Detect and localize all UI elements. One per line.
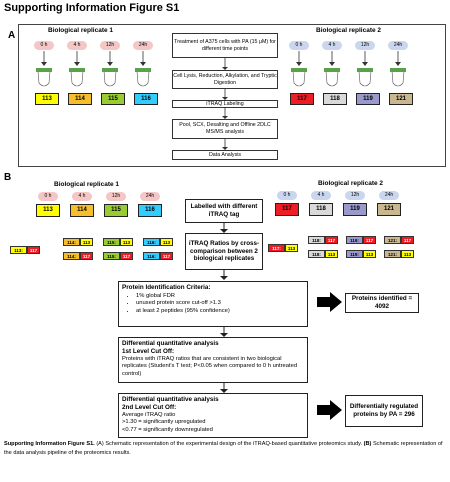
panel-a-rep2-label: Biological replicate 2 xyxy=(316,27,382,34)
a-tag-118: 118 xyxy=(323,93,347,105)
b-left-pair-1: 114: 113 xyxy=(63,238,93,246)
b-tag-116: 116 xyxy=(138,204,162,217)
a-rep2-time-2: 12h xyxy=(355,41,375,50)
level2-line1: Differential quantitative analysis xyxy=(122,396,219,403)
panel-b-rep2-label: Biological replicate 2 xyxy=(318,180,384,187)
b-left-pair-4: 115: 117 xyxy=(103,252,133,260)
b-left-pair-5: 116: 113 xyxy=(143,238,173,246)
b-right-pair-0: 117: 113 xyxy=(268,244,298,252)
b-labelled-box: Labelled with different iTRAQ tag xyxy=(185,199,263,223)
b-criteria-box xyxy=(118,281,308,327)
level2-line2: 2nd Level Cut Off: xyxy=(122,403,177,411)
caption-text-b: Schematic representation of the data analysis pipeline of the proteomics results. xyxy=(4,441,443,456)
b-tag-121: 121 xyxy=(377,203,401,216)
b-level1-box xyxy=(118,337,308,383)
b-regulated-proteins: Differentially regulated proteins by PA = 296 xyxy=(345,395,423,427)
criteria-item-fdr: • 1% global FDR xyxy=(136,293,304,301)
b-rep2-time-3: 24h xyxy=(379,191,399,200)
a-tag-116: 116 xyxy=(134,93,158,105)
level2-body1: Average iTRAQ ratio xyxy=(122,411,176,418)
caption-label: Supporting Information Figure S1. xyxy=(4,441,95,447)
arrow-to-regulated-icon xyxy=(317,400,342,420)
arrow-to-identified-icon xyxy=(317,292,342,312)
figure-title: Supporting Information Figure S1 xyxy=(4,2,180,14)
caption-text-a: (A) Schematic representation of the experimental design of the iTRAQ-based quantitative proteomics study. xyxy=(96,441,363,447)
a-rep2-time-3: 24h xyxy=(388,41,408,50)
b-tag-119: 119 xyxy=(343,203,367,216)
a-step-treatment: Treatment of A375 cells with PA (15 μM) for different time points xyxy=(172,33,278,58)
a-step-labeling: iTRAQ Labeling xyxy=(172,100,278,108)
b-left-pair-3: 115: 113 xyxy=(103,238,133,246)
a-rep1-time-2: 12h xyxy=(100,41,120,50)
caption-label-b: (B) xyxy=(363,441,372,447)
b-rep1-time-2: 12h xyxy=(106,192,126,201)
b-left-pair-0: 113: 117 xyxy=(10,246,40,254)
b-ratio-box: iTRAQ Ratios by cross-comparison between 2 biological replicates xyxy=(185,233,263,270)
b-right-pair-4: 119: 113 xyxy=(346,250,376,258)
level1-body: Proteins with iTRAQ ratios that are consistent in two biological replicates (Student's T test; P<0.05 when compared to 0 h untreated control) xyxy=(122,355,298,377)
panel-b-rep1-label: Biological replicate 1 xyxy=(54,181,120,188)
b-right-pair-3: 119: 117 xyxy=(346,236,376,244)
b-rep2-time-2: 12h xyxy=(345,191,365,200)
b-proteins-identified: Proteins identified = 4092 xyxy=(345,293,419,313)
level2-body3: <0.77 = significantly downregulated xyxy=(122,426,213,433)
a-rep2-time-0: 0 h xyxy=(289,41,309,50)
a-step-analysis: Data Analysis xyxy=(172,150,278,160)
b-rep2-time-0: 0 h xyxy=(277,191,297,200)
level2-body2: >1.30 = significantly upregulated xyxy=(122,419,206,426)
a-tag-115: 115 xyxy=(101,93,125,105)
a-tag-121: 121 xyxy=(389,93,413,105)
b-right-pair-5: 121: 117 xyxy=(384,236,414,244)
a-step-lysis: Cell Lysis, Reduction, Alkylation, and Tryptic Digestion xyxy=(172,70,278,89)
a-tag-113: 113 xyxy=(35,93,59,105)
figure-caption xyxy=(4,440,446,458)
b-tag-114: 114 xyxy=(70,204,94,217)
level1-line1: Differential quantitative analysis xyxy=(122,340,219,347)
b-tag-113: 113 xyxy=(36,204,60,217)
criteria-item-peptides: • at least 2 peptides (95% confidence) xyxy=(136,308,304,316)
b-level2-box xyxy=(118,393,308,438)
a-rep1-time-0: 0 h xyxy=(34,41,54,50)
b-right-pair-1: 118: 117 xyxy=(308,236,338,244)
a-rep2-time-1: 4 h xyxy=(322,41,342,50)
b-tag-115: 115 xyxy=(104,204,128,217)
a-tag-119: 119 xyxy=(356,93,380,105)
criteria-header: Protein Identification Criteria: xyxy=(122,284,211,291)
panel-b-letter: B xyxy=(4,172,12,183)
b-left-pair-6: 116: 117 xyxy=(143,252,173,260)
level1-line2: 1st Level Cut Off: xyxy=(122,347,175,355)
b-right-pair-2: 118: 113 xyxy=(308,250,338,258)
criteria-item-score: • unused protein score cut-off >1.3 xyxy=(136,300,304,308)
b-rep2-time-1: 4 h xyxy=(311,191,331,200)
b-left-pair-2: 114: 117 xyxy=(63,252,93,260)
b-rep1-time-0: 0 h xyxy=(38,192,58,201)
b-right-pair-6: 121: 113 xyxy=(384,250,414,258)
a-tag-117: 117 xyxy=(290,93,314,105)
a-tag-114: 114 xyxy=(68,93,92,105)
panel-a-letter: A xyxy=(8,30,16,41)
a-step-pool: Pool, SCX, Desalting and Offline 2DLC MS/MS analysis xyxy=(172,119,278,139)
b-rep1-time-1: 4 h xyxy=(72,192,92,201)
a-rep1-time-3: 24h xyxy=(133,41,153,50)
b-tag-117: 117 xyxy=(275,203,299,216)
a-rep1-time-1: 4 h xyxy=(67,41,87,50)
panel-a-rep1-label: Biological replicate 1 xyxy=(48,27,114,34)
b-tag-118: 118 xyxy=(309,203,333,216)
b-rep1-time-3: 24h xyxy=(140,192,160,201)
